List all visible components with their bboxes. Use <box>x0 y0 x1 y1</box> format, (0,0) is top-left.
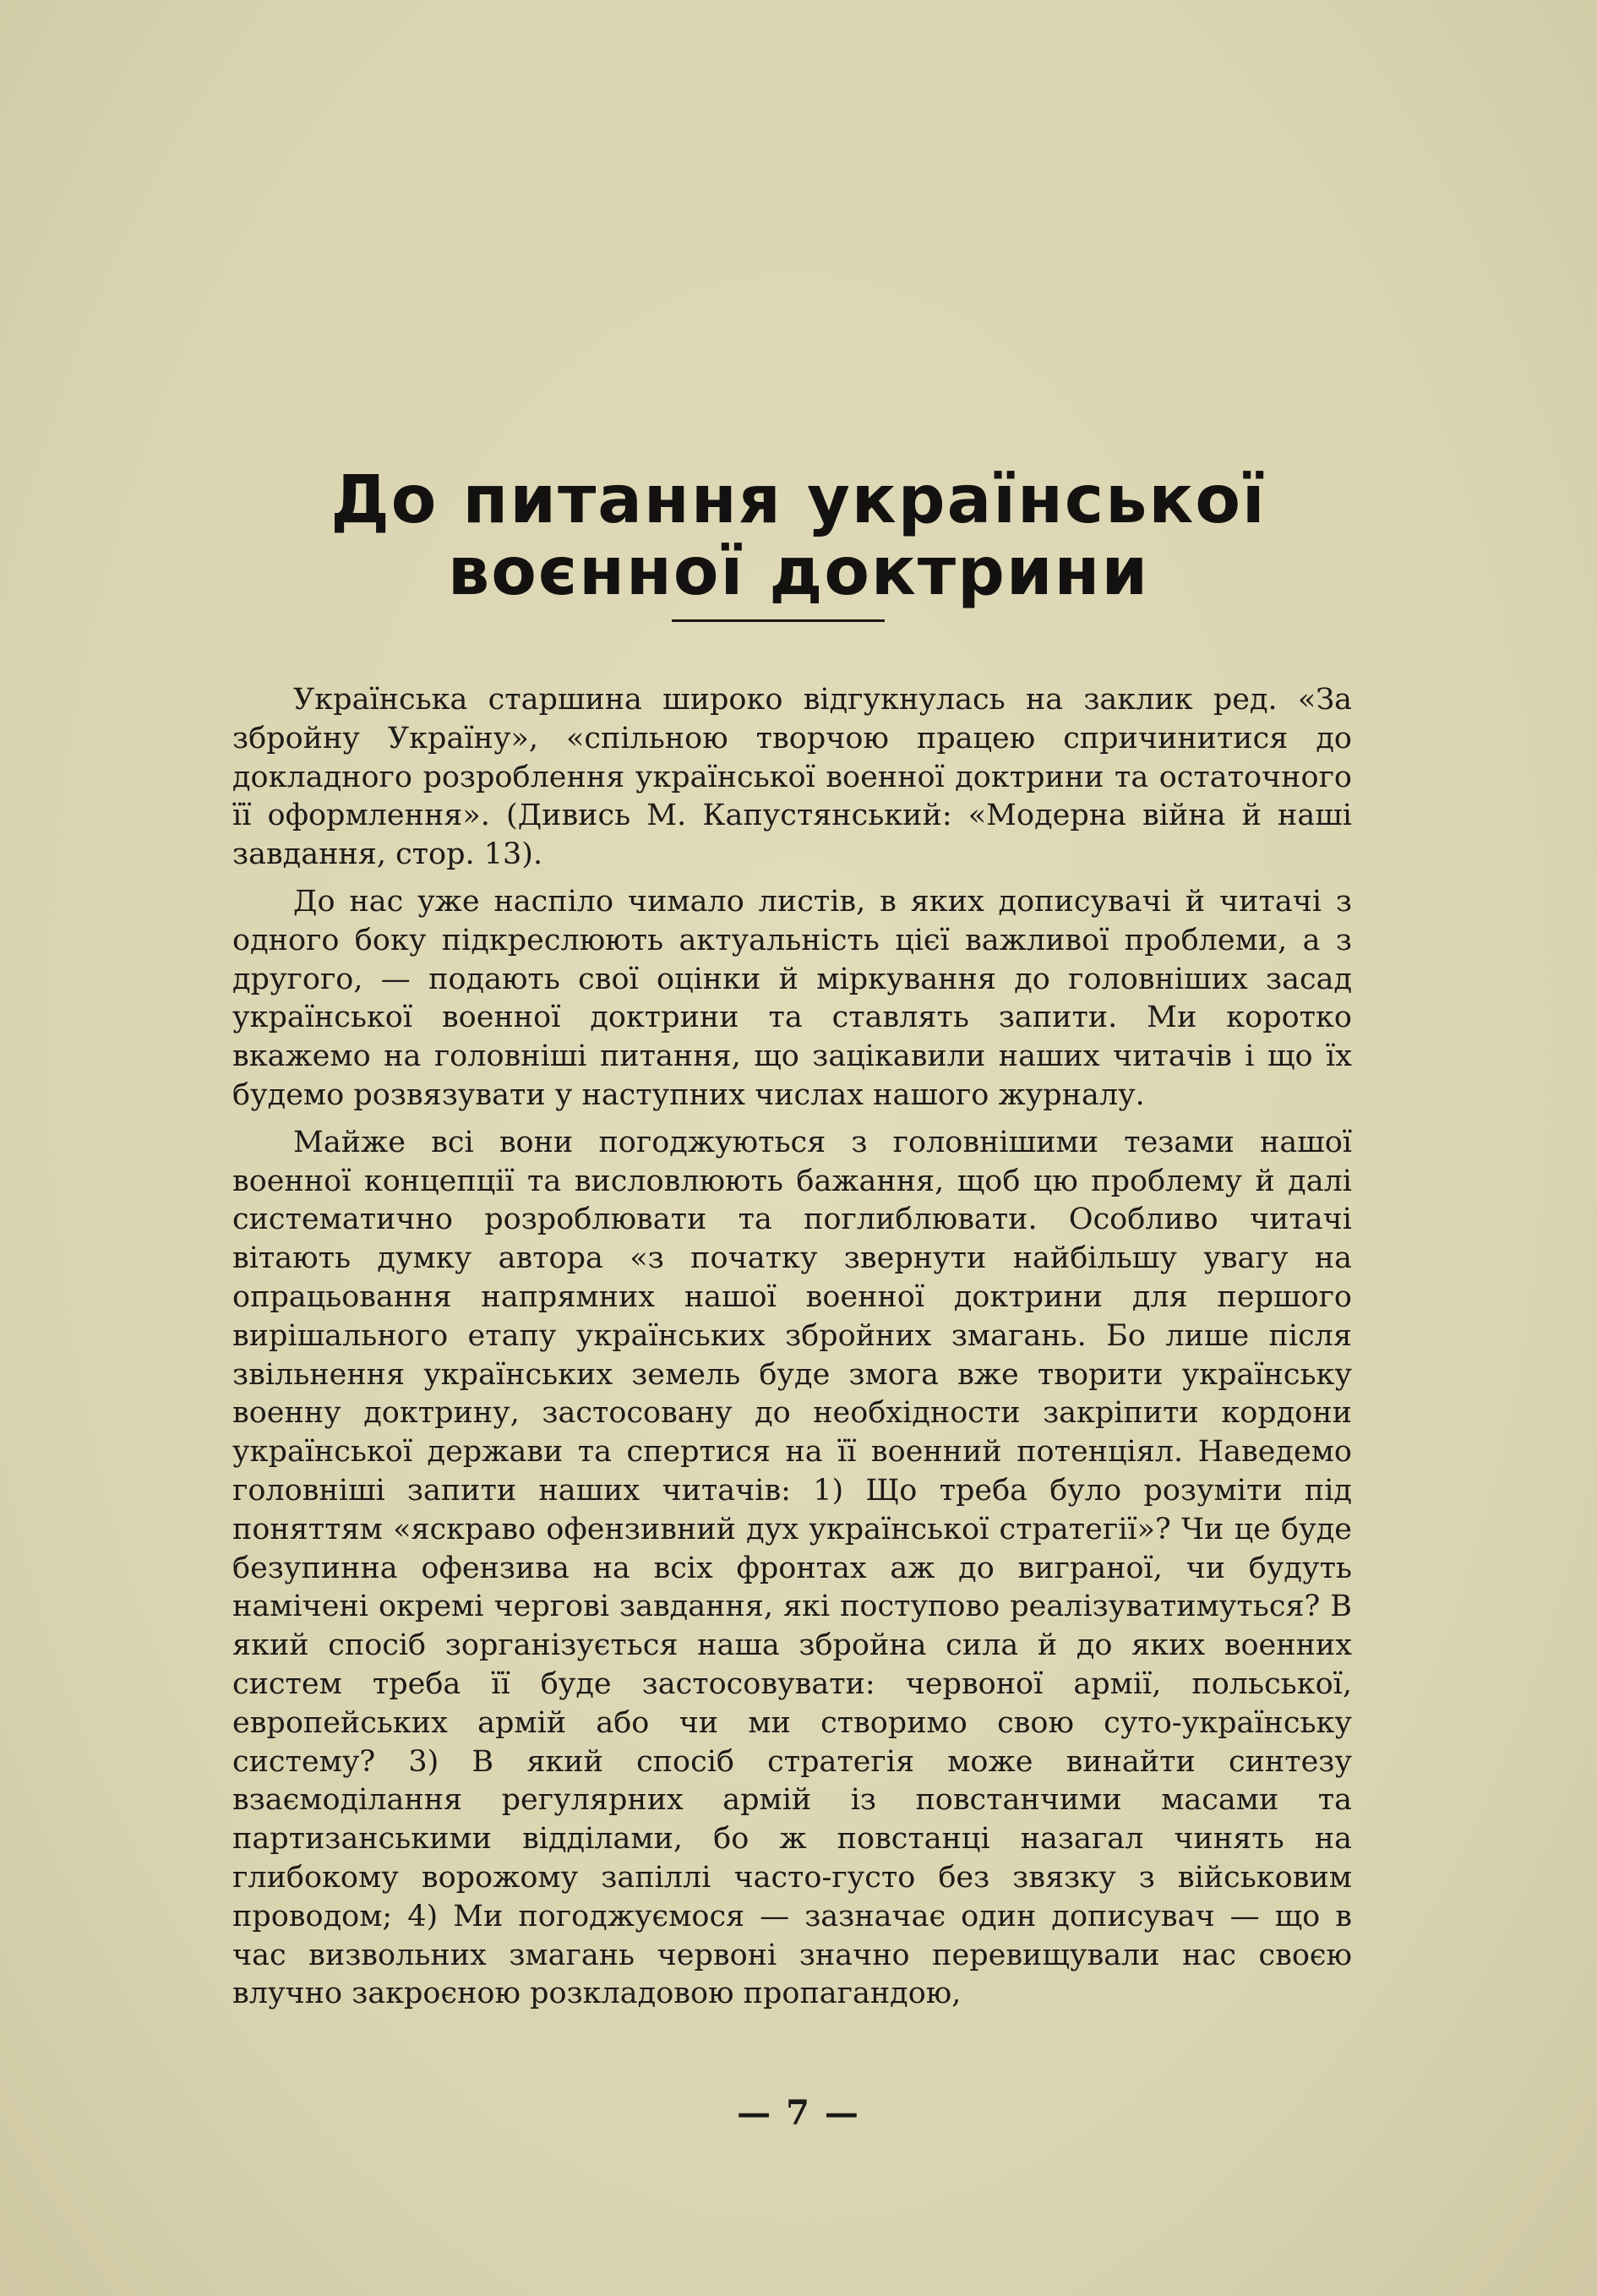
article-title-line-2: воєнної доктрини <box>447 534 1150 610</box>
paragraph-3: Майже всі вони погоджуються з головнішими тезами нашої военної концепції та висловлюють бажання, щоб цю проблему й далі систематично розроблювати та поглиблювати. Особливо читачі вітають думку автора «з початку звернути найбільшу увагу на опрацьовання напрямних нашої военної доктрини для першого вирішального етапу українських збройних змагань. Бо лише після звільнення українських земель буде змога вже творити українську военну доктрину, застосовану до необхідности закріпити кордони української держави та спертися на її военний потенціял. Наведемо головніші запити наших читачів: 1) Що треба було розуміти під поняттям «яскраво офензивний дух української стратегії»? Чи це буде безупинна офензива на всіх фронтах аж до виграної, чи будуть намічені окремі чергові завдання, які поступово реалізуватимуться? В який спосіб зорганізується наша збройна сила й до яких военних систем треба її буде застосовувати: червоної армії, польської, европейських армій або чи ми створимо свою суто-українську систему? 3) В який спосіб стратегія може винайти синтезу взаємоділання регулярних армій із повстанчими масами та партизанськими відділами, бо ж повстанці назагал чинять на глибокому ворожому запіллі часто-густо без звязку з військовим проводом; 4) Ми погоджуємося — зазначає один дописувач — що в час визвольних змагань червоні значно перевищували нас своєю влучно закроєною розкладовою пропагандою, <box>232 1125 1352 2011</box>
page-number: — 7 — <box>737 2093 860 2133</box>
article-title-line-1: До питання української <box>330 462 1267 538</box>
article-body <box>232 681 1352 2022</box>
paragraph-1: Українська старшина широко відгукнулась на заклик ред. «За збройну Україну», «спільною творчою працею спричинитися до докладного розроблення української военної доктрини та остаточного її оформлення». (Дивись М. Капустянський: «Модерна війна й наші завдання, стор. 13). <box>232 683 1352 872</box>
paragraph-2: До нас уже наспіло чимало листів, в яких дописувачі й читачі з одного боку підкреслюють актуальність цієї важливої проблеми, а з другого, — подають свої оцінки й міркування до головніших засад української военної доктрини та ставлять запити. Ми коротко вкажемо на головніші питання, що зацікавили наших читачів і що їх будемо розвязувати у наступних числах нашого журналу. <box>232 884 1352 1112</box>
title-divider <box>672 619 885 622</box>
